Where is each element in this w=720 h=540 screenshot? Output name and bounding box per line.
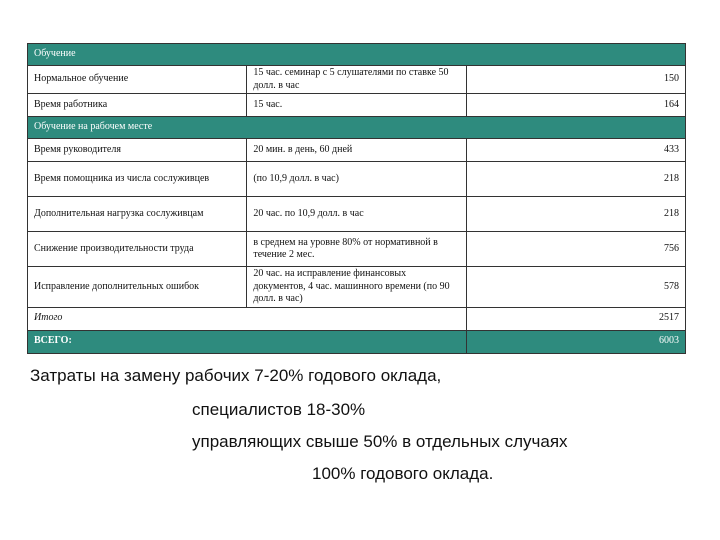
table-row — [28, 66, 686, 94]
subtotal-label: Итого — [28, 307, 467, 330]
total-label: ВСЕГО: — [28, 330, 467, 353]
row-value: 164 — [466, 94, 685, 117]
subtotal-value: 2517 — [466, 307, 685, 330]
row-value: 218 — [466, 197, 685, 232]
section-header-row — [28, 117, 686, 139]
section-title: Обучение — [28, 44, 686, 66]
table-row — [28, 232, 686, 267]
row-value: 578 — [466, 267, 685, 308]
row-label: Снижение производительности труда — [28, 232, 247, 267]
row-label: Время помощника из числа сослуживцев — [28, 162, 247, 197]
row-label: Время работника — [28, 94, 247, 117]
row-description: (по 10,9 долл. в час) — [247, 162, 466, 197]
row-value: 433 — [466, 139, 685, 162]
row-description: 20 час. на исправление финансовых документов, 4 час. машинного времени (по 90 долл. в час) — [247, 267, 466, 308]
row-description: в среднем на уровне 80% от нормативной в течение 2 мес. — [247, 232, 466, 267]
table-row — [28, 197, 686, 232]
row-description: 15 час. — [247, 94, 466, 117]
row-label: Дополнительная нагрузка сослуживцам — [28, 197, 247, 232]
section-header-row — [28, 44, 686, 66]
total-value: 6003 — [466, 330, 685, 353]
row-description: 20 мин. в день, 60 дней — [247, 139, 466, 162]
table-row — [28, 139, 686, 162]
replacement-cost-note-line-3: управляющих свыше 50% в отдельных случаях — [192, 432, 568, 451]
row-value: 756 — [466, 232, 685, 267]
replacement-cost-note-line-4: 100% годового оклада. — [312, 464, 494, 483]
row-label: Нормальное обучение — [28, 66, 247, 94]
row-value: 218 — [466, 162, 685, 197]
section-title: Обучение на рабочем месте — [28, 117, 686, 139]
cost-table — [27, 43, 686, 354]
table-row — [28, 94, 686, 117]
total-row — [28, 330, 686, 353]
row-label: Время руководителя — [28, 139, 247, 162]
row-description: 20 час. по 10,9 долл. в час — [247, 197, 466, 232]
table-row — [28, 162, 686, 197]
replacement-cost-note-line-1: Затраты на замену рабочих 7-20% годового оклада, — [30, 366, 442, 385]
row-description: 15 час. семинар с 5 слушателями по ставке 50 долл. в час — [247, 66, 466, 94]
row-value: 150 — [466, 66, 685, 94]
table-row — [28, 267, 686, 308]
row-label: Исправление дополнительных ошибок — [28, 267, 247, 308]
replacement-cost-note-line-2: специалистов 18-30% — [192, 400, 366, 419]
subtotal-row — [28, 307, 686, 330]
